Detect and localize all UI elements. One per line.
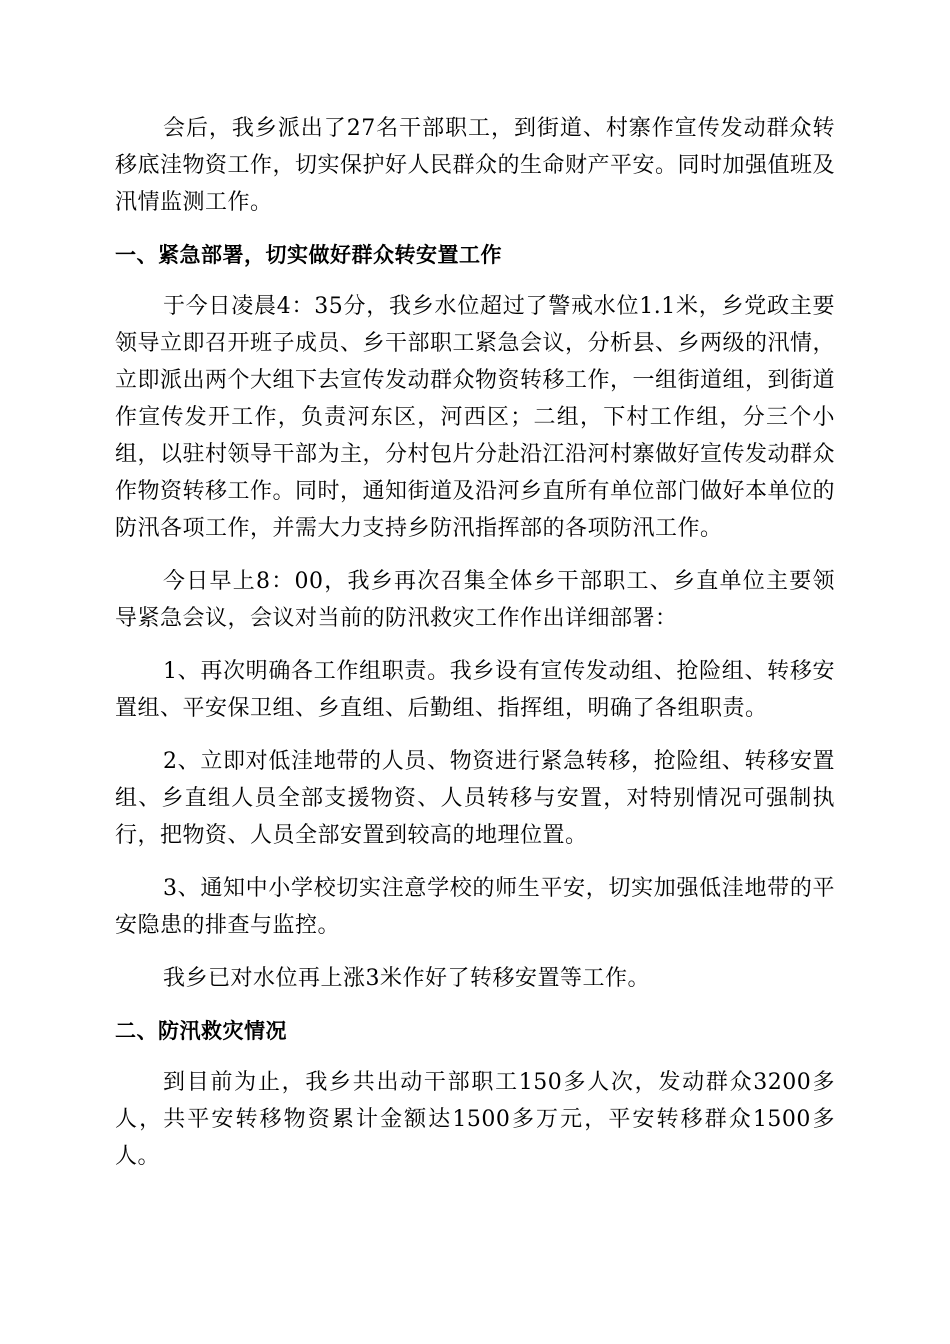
section-heading-1: 一、紧急部署，切实做好群众转安置工作 — [115, 243, 502, 267]
paragraph-early-morning: 于今日凌晨4：35分，我乡水位超过了警戒水位1.1米，乡党政主要领导立即召开班子成员、乡干部职工紧急会议，分析县、乡两级的汛情，立即派出两个大组下去宣传发动群众物资转移工作，一组街道组，到街道作宣传发开工作，负责河东区，河西区；二组，下村工作组，分三个小组，以驻村领导干部为主，分村包片分赴沿江沿河村寨做好宣传发动群众作物资转移工作。同时，通知街道及沿河乡直所有单位部门做好本单位的防汛各项工作，并需大力支持乡防汛指挥部的各项防汛工作。 — [115, 294, 836, 541]
paragraph-water-level: 我乡已对水位再上涨3米作好了转移安置等工作。 — [163, 966, 650, 991]
paragraph-meeting-followup: 会后，我乡派出了27名干部职工，到街道、村寨作宣传发动群众转移底洼物资工作，切实保护好人民群众的生命财产平安。同时加强值班及汛情监测工作。 — [115, 116, 836, 215]
section-heading-2: 二、防汛救灾情况 — [115, 1019, 287, 1043]
paragraph-item-2: 2、立即对低洼地带的人员、物资进行紧急转移，抢险组、转移安置组、乡直组人员全部支援物资、人员转移与安置，对特别情况可强制执行，把物资、人员全部安置到较高的地理位置。 — [115, 749, 835, 848]
paragraph-morning-meeting: 今日早上8：00，我乡再次召集全体乡干部职工、乡直单位主要领导紧急会议，会议对当前的防汛救灾工作作出详细部署： — [115, 569, 835, 631]
paragraph-item-1: 1、再次明确各工作组职责。我乡设有宣传发动组、抢险组、转移安置组、平安保卫组、乡直组、后勤组、指挥组，明确了各组职责。 — [115, 659, 835, 721]
document-body — [115, 110, 835, 1191]
paragraph-item-3: 3、通知中小学校切实注意学校的师生平安，切实加强低洼地带的平安隐患的排查与监控。 — [115, 876, 835, 938]
paragraph-statistics: 到目前为止，我乡共出动干部职工150多人次，发动群众3200多人，共平安转移物资累计金额达1500多万元，平安转移群众1500多人。 — [115, 1070, 835, 1169]
